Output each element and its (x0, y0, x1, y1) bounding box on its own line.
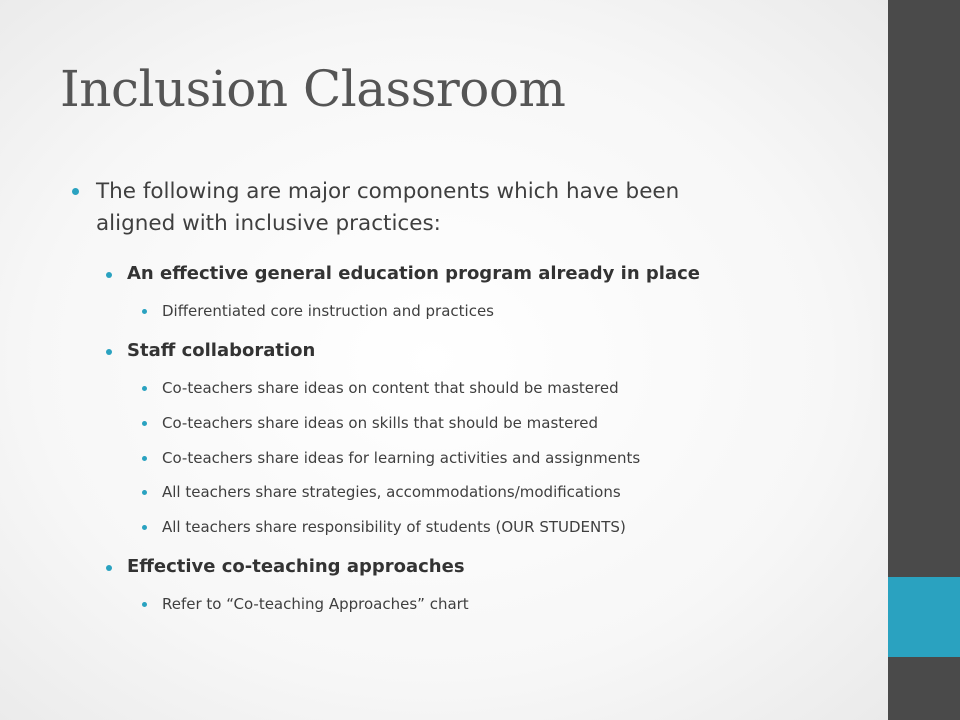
bullet-dot (106, 565, 112, 571)
bullet-dot (142, 602, 147, 607)
bullet-dot (142, 456, 147, 461)
slide-title: Inclusion Classroom (60, 60, 566, 118)
list-item: Co-teachers share ideas on skills that should be mastered (162, 414, 598, 432)
bullet-dot (106, 349, 112, 355)
list-item: All teachers share responsibility of students (OUR STUDENTS) (162, 518, 626, 536)
list-item: Differentiated core instruction and practices (162, 302, 494, 320)
intro-line-2: aligned with inclusive practices: (96, 211, 441, 236)
intro-bullet (96, 176, 679, 240)
bullet-dot (72, 188, 79, 195)
section-heading: Staff collaboration (127, 340, 316, 361)
bullet-dot (106, 272, 112, 278)
bullet-dot (142, 490, 147, 495)
list-item: All teachers share strategies, accommodations/modifications (162, 483, 621, 501)
section-heading: Effective co-teaching approaches (127, 556, 465, 577)
list-item: Co-teachers share ideas on content that should be mastered (162, 379, 619, 397)
sidebar-accent-block (888, 577, 960, 657)
bullet-dot (142, 421, 147, 426)
list-item: Co-teachers share ideas for learning activities and assignments (162, 449, 641, 467)
bullet-dot (142, 525, 147, 530)
list-item: Refer to “Co-teaching Approaches” chart (162, 595, 469, 613)
section-heading: An effective general education program already in place (127, 263, 701, 284)
bullet-dot (142, 309, 147, 314)
intro-line-1: The following are major components which have been (96, 179, 680, 204)
bullet-dot (142, 386, 147, 391)
